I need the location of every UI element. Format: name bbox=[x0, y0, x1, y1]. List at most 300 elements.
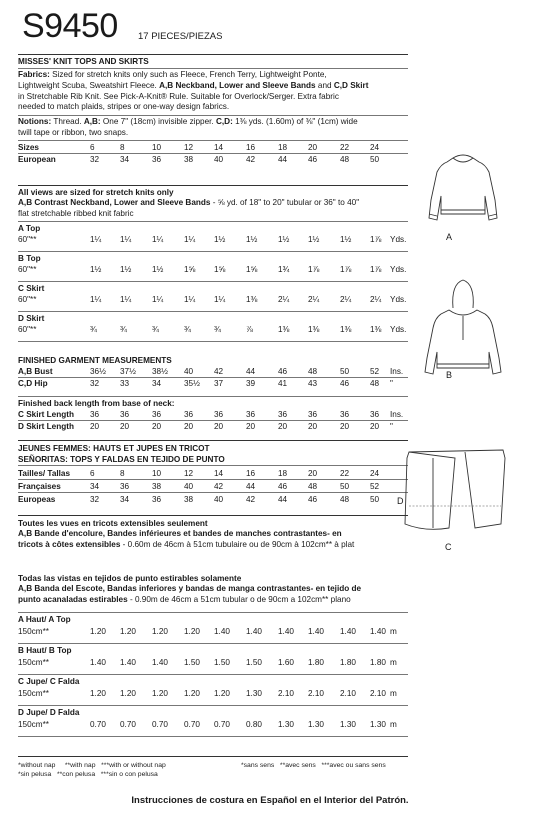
unit-label: Yds. bbox=[390, 265, 407, 274]
hip-row bbox=[18, 378, 408, 389]
cell-value: 34 bbox=[152, 379, 162, 388]
divider bbox=[18, 612, 408, 613]
divider bbox=[18, 465, 408, 466]
metric-yardage-row bbox=[18, 688, 408, 699]
row-label: B Haut/ B Top bbox=[18, 646, 72, 655]
cell-value: 0.70 bbox=[152, 720, 168, 729]
divider bbox=[18, 341, 408, 342]
row-label: Europeas bbox=[18, 495, 56, 504]
cell-value: 36 bbox=[152, 495, 162, 504]
row-label: A,B Bust bbox=[18, 367, 53, 376]
fabrics-section bbox=[18, 70, 410, 113]
spanish-contrast-line1: A,B Banda del Escote, Bandas inferiores y bandas de manga contrastantes- en tejido de bbox=[18, 584, 362, 593]
row-label: D Jupe/ D Falda bbox=[18, 708, 80, 717]
yardage-row bbox=[18, 294, 408, 305]
notions-line2: twill tape or ribbon, two snaps. bbox=[18, 127, 129, 137]
cell-value: 1.20 bbox=[90, 627, 106, 636]
cell-value: 1.80 bbox=[340, 658, 356, 667]
divider bbox=[18, 674, 408, 675]
cell-value: 10 bbox=[152, 143, 162, 152]
divider bbox=[18, 54, 408, 55]
cell-value: 1⅞ bbox=[370, 265, 382, 274]
cell-value: 36 bbox=[370, 410, 380, 419]
notions-label: Notions: bbox=[18, 117, 52, 126]
spanish-contrast-bold: punto acanaladas estirables bbox=[18, 594, 128, 604]
cell-value: 2¼ bbox=[278, 295, 290, 304]
cell-value: 20 bbox=[308, 469, 318, 478]
cell-value: 48 bbox=[308, 367, 318, 376]
cell-value: 20 bbox=[308, 422, 318, 431]
cell-value: 1.40 bbox=[90, 658, 106, 667]
cell-value: 12 bbox=[184, 143, 194, 152]
cell-value: 1⅜ bbox=[278, 325, 290, 334]
divider bbox=[18, 115, 408, 116]
cell-value: 24 bbox=[370, 143, 380, 152]
cell-value: 42 bbox=[214, 367, 224, 376]
footnote-es bbox=[18, 771, 158, 780]
cell-value: 1.20 bbox=[214, 689, 230, 698]
pieces-count: 17 PIECES/PIEZAS bbox=[138, 31, 223, 42]
row-label: D Skirt bbox=[18, 314, 45, 323]
cell-value: 0.70 bbox=[90, 720, 106, 729]
yardage-view-label bbox=[18, 313, 408, 324]
row-label: European bbox=[18, 155, 56, 164]
fabrics-line3: in Stretchable Rib Knit. See Pick-A-Knit® Rule. Suitable for Overlock/Serger. Extra fabric bbox=[18, 91, 339, 101]
cell-value: 48 bbox=[308, 482, 318, 491]
footnote: *without nap bbox=[18, 762, 56, 769]
french-contrast-line1: A,B Bande d'encolure, Bandes inférieures et bandes de manches contrastantes- en bbox=[18, 529, 342, 538]
unit-label: Yds. bbox=[390, 235, 407, 244]
cell-value: 42 bbox=[246, 495, 256, 504]
divider bbox=[18, 68, 408, 69]
divider bbox=[18, 492, 408, 493]
cell-value: 24 bbox=[370, 469, 380, 478]
cell-value: 1.30 bbox=[308, 720, 324, 729]
footnote: *sans sens bbox=[241, 762, 275, 769]
cell-value: 46 bbox=[278, 482, 288, 491]
cell-value: 40 bbox=[214, 155, 224, 164]
row-label: Tailles/ Tallas bbox=[18, 469, 71, 478]
cell-value: 1¼ bbox=[152, 295, 164, 304]
view-c-label: C bbox=[445, 542, 452, 552]
unit-label: " bbox=[390, 422, 393, 431]
cell-value: 1.30 bbox=[246, 689, 262, 698]
divider bbox=[18, 221, 408, 222]
cell-value: 1.30 bbox=[340, 720, 356, 729]
cell-value: 36½ bbox=[90, 367, 106, 376]
cell-value: 1½ bbox=[90, 265, 102, 274]
cell-value: 1.40 bbox=[308, 627, 324, 636]
yardage-view-label bbox=[18, 283, 408, 294]
cell-value: 36 bbox=[278, 410, 288, 419]
divider bbox=[18, 440, 408, 441]
cell-value: 1¼ bbox=[184, 295, 196, 304]
cell-value: 1⅜ bbox=[308, 325, 320, 334]
cell-value: 0.70 bbox=[120, 720, 136, 729]
fabrics-label: Fabrics: bbox=[18, 70, 50, 79]
cell-value: 1½ bbox=[152, 265, 164, 274]
notions-section bbox=[18, 117, 410, 139]
cell-value: 10 bbox=[152, 469, 162, 478]
row-label: C Skirt Length bbox=[18, 410, 74, 419]
divider bbox=[18, 643, 408, 644]
cell-value: 38 bbox=[184, 495, 194, 504]
cell-value: 1¼ bbox=[184, 235, 196, 244]
cell-value: 32 bbox=[90, 155, 100, 164]
spanish-note: Todas las vistas en tejidos de punto estirables solamente bbox=[18, 574, 242, 583]
cell-value: 0.70 bbox=[214, 720, 230, 729]
cell-value: 1.20 bbox=[152, 627, 168, 636]
cell-value: 1.80 bbox=[308, 658, 324, 667]
cell-value: 36 bbox=[340, 410, 350, 419]
metric-view-label bbox=[18, 676, 408, 687]
cell-value: 1⅝ bbox=[184, 265, 196, 274]
cell-value: 20 bbox=[370, 422, 380, 431]
cell-value: 38 bbox=[152, 482, 162, 491]
cell-value: 8 bbox=[120, 469, 125, 478]
yardage-view-label bbox=[18, 223, 408, 234]
cell-value: 50 bbox=[370, 155, 380, 164]
cell-value: 1½ bbox=[278, 235, 290, 244]
cell-value: 1.40 bbox=[370, 627, 386, 636]
cell-value: 0.70 bbox=[184, 720, 200, 729]
row-label: B Top bbox=[18, 254, 41, 263]
cell-value: 1⅞ bbox=[308, 265, 320, 274]
pattern-title: MISSES' KNIT TOPS AND SKIRTS bbox=[18, 57, 149, 66]
footnote: **with nap bbox=[64, 762, 96, 769]
fabrics-cd: C,D Skirt bbox=[333, 80, 369, 90]
view-b-illustration bbox=[425, 280, 501, 374]
cell-value: 12 bbox=[184, 469, 194, 478]
cell-value: 50 bbox=[370, 495, 380, 504]
cell-value: 36 bbox=[246, 410, 256, 419]
contrast-fabric bbox=[18, 198, 410, 220]
cell-value: 36 bbox=[120, 482, 130, 491]
cell-value: 20 bbox=[214, 422, 224, 431]
cell-value: 1.20 bbox=[90, 689, 106, 698]
view-c-illustration bbox=[405, 450, 505, 529]
cell-value: 20 bbox=[152, 422, 162, 431]
cell-value: 42 bbox=[214, 482, 224, 491]
cell-value: 34 bbox=[120, 495, 130, 504]
cell-value: 20 bbox=[246, 422, 256, 431]
cell-value: 36 bbox=[90, 410, 100, 419]
french-contrast bbox=[18, 529, 410, 551]
cell-value: 1.20 bbox=[184, 689, 200, 698]
cell-value: 1.60 bbox=[278, 658, 294, 667]
view-a-illustration bbox=[429, 155, 497, 220]
cell-value: 1.40 bbox=[246, 627, 262, 636]
cell-value: 32 bbox=[90, 379, 100, 388]
cell-value: 42 bbox=[246, 155, 256, 164]
footnote-en bbox=[18, 762, 166, 771]
cell-value: 1¼ bbox=[214, 295, 226, 304]
unit-label: Yds. bbox=[390, 325, 407, 334]
cell-value: 46 bbox=[308, 495, 318, 504]
footnote: **con pelusa bbox=[56, 771, 96, 778]
metric-yardage-row bbox=[18, 719, 408, 730]
divider bbox=[18, 251, 408, 252]
cell-value: 40 bbox=[214, 495, 224, 504]
cell-value: 20 bbox=[184, 422, 194, 431]
cell-value: 44 bbox=[278, 495, 288, 504]
unit-label: m bbox=[390, 720, 397, 729]
cell-value: 0.80 bbox=[246, 720, 262, 729]
cell-value: 1.40 bbox=[214, 627, 230, 636]
cell-value: 16 bbox=[246, 469, 256, 478]
cell-value: 36 bbox=[184, 410, 194, 419]
spanish-title: SEÑORITAS: TOPS Y FALDAS EN TEJIDO DE PUNTO bbox=[18, 455, 225, 464]
cell-value: 20 bbox=[120, 422, 130, 431]
cell-value: 1½ bbox=[340, 235, 352, 244]
pattern-number: S9450 bbox=[22, 7, 118, 45]
divider bbox=[18, 515, 408, 516]
row-label: 150cm** bbox=[18, 689, 49, 698]
cell-value: ⅞ bbox=[246, 325, 253, 334]
row-label: 150cm** bbox=[18, 720, 49, 729]
footnote: *sin pelusa bbox=[18, 771, 52, 778]
cell-value: 1.40 bbox=[152, 658, 168, 667]
cell-value: 46 bbox=[308, 155, 318, 164]
cell-value: 20 bbox=[340, 422, 350, 431]
cell-value: 1⅜ bbox=[246, 295, 258, 304]
cell-value: 2¼ bbox=[370, 295, 382, 304]
bust-row bbox=[18, 366, 408, 377]
notions-cd: C,D: bbox=[215, 117, 233, 126]
fabrics-line4: needed to match plaids, stripes or one-way design fabrics. bbox=[18, 102, 230, 112]
row-label: A Top bbox=[18, 224, 41, 233]
cell-value: 1.20 bbox=[120, 627, 136, 636]
cell-value: 1⅞ bbox=[370, 235, 382, 244]
footnote-fr bbox=[241, 762, 386, 771]
footnote: ***sin o con pelusa bbox=[100, 771, 158, 778]
cell-value: 1.40 bbox=[120, 658, 136, 667]
cell-value: ¾ bbox=[152, 325, 159, 334]
cell-value: 48 bbox=[370, 379, 380, 388]
cell-value: 1½ bbox=[308, 235, 320, 244]
row-label: D Skirt Length bbox=[18, 422, 74, 431]
cell-value: 1¼ bbox=[90, 235, 102, 244]
cell-value: 1.20 bbox=[152, 689, 168, 698]
sizes-row bbox=[18, 142, 408, 153]
cell-value: 50 bbox=[340, 482, 350, 491]
cell-value: 52 bbox=[370, 367, 380, 376]
cell-value: 1.20 bbox=[120, 689, 136, 698]
cell-value: 41 bbox=[278, 379, 288, 388]
cell-value: 1½ bbox=[214, 235, 226, 244]
french-contrast-bold: tricots à côtes extensibles bbox=[18, 539, 121, 549]
cell-value: 18 bbox=[278, 143, 288, 152]
footer-note: Instrucciones de costura en Español en el Interior del Patrón. bbox=[131, 795, 409, 806]
cell-value: 2¼ bbox=[340, 295, 352, 304]
cell-value: 35½ bbox=[184, 379, 200, 388]
metric-view-label bbox=[18, 645, 408, 656]
cell-value: 46 bbox=[340, 379, 350, 388]
metric-view-label bbox=[18, 707, 408, 718]
notions-ab: A,B: bbox=[83, 117, 101, 126]
cell-value: 50 bbox=[340, 367, 350, 376]
cell-value: 1½ bbox=[246, 235, 258, 244]
cell-value: 1.50 bbox=[246, 658, 262, 667]
cell-value: 1¼ bbox=[120, 295, 132, 304]
french-note: Toutes les vues en tricots extensibles seulement bbox=[18, 519, 208, 528]
fabrics-and: and bbox=[315, 80, 334, 90]
row-label: Françaises bbox=[18, 482, 61, 491]
yardage-row bbox=[18, 324, 408, 335]
divider bbox=[18, 736, 408, 737]
cell-value: 1¼ bbox=[120, 235, 132, 244]
cell-value: 18 bbox=[278, 469, 288, 478]
spanish-contrast-text: - 0.90m de 46cm a 51cm tubular o de 90cm a 102cm** plano bbox=[127, 594, 351, 604]
divider bbox=[18, 705, 408, 706]
cell-value: 22 bbox=[340, 469, 350, 478]
cell-value: 1.50 bbox=[184, 658, 200, 667]
unit-label: m bbox=[390, 658, 397, 667]
cell-value: 1¾ bbox=[278, 265, 290, 274]
cell-value: 44 bbox=[246, 482, 256, 491]
fabrics-line2: Lightweight Scuba, Sweatshirt Fleece. bbox=[18, 80, 160, 90]
cell-value: 2.10 bbox=[278, 689, 294, 698]
cell-value: 48 bbox=[340, 495, 350, 504]
notions-text: Thread. bbox=[51, 117, 84, 126]
cell-value: 2¼ bbox=[308, 295, 320, 304]
cell-value: 1⅞ bbox=[340, 265, 352, 274]
cell-value: 1½ bbox=[120, 265, 132, 274]
french-contrast-text: - 0.60m de 46cm à 51cm tubulaire ou de 90cm à 102cm** à plat bbox=[120, 539, 355, 549]
cell-value: 1¼ bbox=[152, 235, 164, 244]
cell-value: 36 bbox=[308, 410, 318, 419]
cell-value: 36 bbox=[152, 155, 162, 164]
cell-value: 40 bbox=[184, 482, 194, 491]
cell-value: ¾ bbox=[214, 325, 221, 334]
cell-value: 43 bbox=[308, 379, 318, 388]
cell-value: 1.20 bbox=[184, 627, 200, 636]
footnote: ***with or without nap bbox=[101, 762, 166, 769]
cell-value: 34 bbox=[120, 155, 130, 164]
unit-label: m bbox=[390, 689, 397, 698]
row-label: A Haut/ A Top bbox=[18, 615, 71, 624]
cell-value: 8 bbox=[120, 143, 125, 152]
cell-value: 6 bbox=[90, 469, 95, 478]
tailles-row bbox=[18, 468, 408, 479]
row-label: 150cm** bbox=[18, 658, 49, 667]
yardage-row bbox=[18, 234, 408, 245]
cell-value: 38½ bbox=[152, 367, 168, 376]
d-length-row bbox=[18, 421, 408, 432]
cell-value: 36 bbox=[152, 410, 162, 419]
cell-value: 1⅝ bbox=[214, 265, 226, 274]
cell-value: 1⅜ bbox=[340, 325, 352, 334]
cell-value: 2.10 bbox=[308, 689, 324, 698]
cell-value: 16 bbox=[246, 143, 256, 152]
contrast-bold: A,B Contrast Neckband, Lower and Sleeve Bands bbox=[18, 198, 211, 207]
footnote: **avec sens bbox=[279, 762, 316, 769]
divider bbox=[18, 140, 408, 141]
footnote: ***avec ou sans sens bbox=[321, 762, 386, 769]
view-d-label: D bbox=[397, 496, 404, 506]
francaises-row bbox=[18, 481, 408, 492]
unit-label: m bbox=[390, 627, 397, 636]
cell-value: 1.40 bbox=[278, 627, 294, 636]
cell-value: ¾ bbox=[184, 325, 191, 334]
cell-value: 2.10 bbox=[340, 689, 356, 698]
cell-value: 36 bbox=[120, 410, 130, 419]
cell-value: 20 bbox=[90, 422, 100, 431]
cell-value: 6 bbox=[90, 143, 95, 152]
metric-yardage-row bbox=[18, 626, 408, 637]
cell-value: 46 bbox=[278, 367, 288, 376]
cell-value: 14 bbox=[214, 143, 224, 152]
cell-value: ¾ bbox=[120, 325, 127, 334]
finished-heading: FINISHED GARMENT MEASUREMENTS bbox=[18, 356, 172, 365]
cell-value: 1.30 bbox=[370, 720, 386, 729]
yardage-row bbox=[18, 264, 408, 275]
cell-value: 1¼ bbox=[90, 295, 102, 304]
notions-text: 1⅜ yds. (1.60m) of ⅜" (1cm) wide bbox=[232, 117, 358, 126]
cell-value: 1.30 bbox=[278, 720, 294, 729]
cell-value: 44 bbox=[278, 155, 288, 164]
cell-value: 38 bbox=[184, 155, 194, 164]
row-label: Sizes bbox=[18, 143, 39, 152]
unit-label: Yds. bbox=[390, 295, 407, 304]
cell-value: 22 bbox=[340, 143, 350, 152]
cell-value: 14 bbox=[214, 469, 224, 478]
cell-value: 1.50 bbox=[214, 658, 230, 667]
view-b-label: B bbox=[446, 370, 453, 380]
divider bbox=[18, 311, 408, 312]
yardage-view-label bbox=[18, 253, 408, 264]
row-label: 60"** bbox=[18, 295, 37, 304]
cell-value: 36 bbox=[214, 410, 224, 419]
spanish-contrast bbox=[18, 584, 410, 606]
cell-value: 37½ bbox=[120, 367, 136, 376]
row-label: 150cm** bbox=[18, 627, 49, 636]
fabrics-ab: A,B Neckband, Lower and Sleeve Bands bbox=[159, 80, 316, 90]
cell-value: 48 bbox=[340, 155, 350, 164]
row-label: C Jupe/ C Falda bbox=[18, 677, 80, 686]
divider bbox=[18, 185, 408, 186]
divider bbox=[18, 756, 408, 757]
metric-view-label bbox=[18, 614, 408, 625]
unit-label: " bbox=[390, 379, 393, 388]
divider bbox=[18, 281, 408, 282]
row-label: C Skirt bbox=[18, 284, 45, 293]
cell-value: 32 bbox=[90, 495, 100, 504]
europeas-row bbox=[18, 494, 408, 505]
fabrics-line1: Sized for stretch knits only such as Fleece, French Terry, Lightweight Ponte, bbox=[52, 70, 327, 79]
cell-value: 1⅜ bbox=[370, 325, 382, 334]
european-sizes-row bbox=[18, 154, 408, 165]
divider bbox=[18, 479, 408, 480]
row-label: C,D Hip bbox=[18, 379, 48, 388]
cell-value: 44 bbox=[246, 367, 256, 376]
unit-label: Ins. bbox=[390, 367, 404, 376]
cell-value: 33 bbox=[120, 379, 130, 388]
contrast-text: - ⅝ yd. of 18" to 20" tubular or 36" to 40" bbox=[210, 198, 360, 207]
cell-value: 52 bbox=[370, 482, 380, 491]
cell-value: 39 bbox=[246, 379, 256, 388]
contrast-text: flat stretchable ribbed knit fabric bbox=[18, 208, 134, 218]
cell-value: 40 bbox=[184, 367, 194, 376]
back-length-heading: Finished back length from base of neck: bbox=[18, 399, 175, 408]
metric-yardage-row bbox=[18, 657, 408, 668]
stretch-note: All views are sized for stretch knits only bbox=[18, 188, 174, 197]
c-length-row bbox=[18, 409, 408, 420]
cell-value: 1.40 bbox=[340, 627, 356, 636]
cell-value: 2.10 bbox=[370, 689, 386, 698]
unit-label: Ins. bbox=[390, 410, 404, 419]
notions-text: One 7" (18cm) invisible zipper. bbox=[100, 117, 216, 126]
